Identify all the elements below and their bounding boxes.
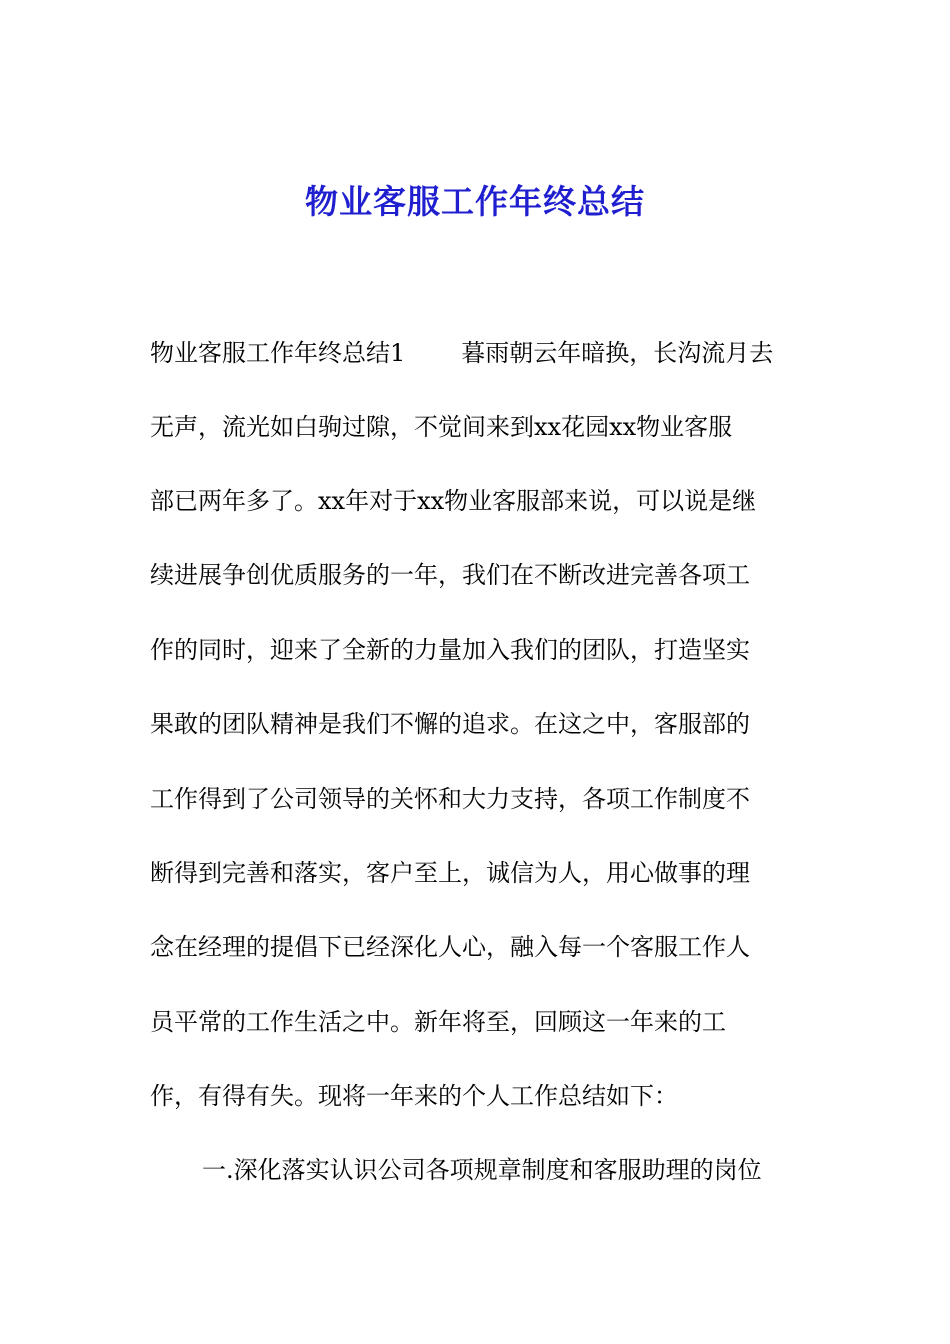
body-line-11: 作，有得有失。现将一年来的个人工作总结如下： [150,1082,678,1110]
body-line-3: 部已两年多了。xx年对于xx物业客服部来说，可以说是继 [150,487,757,515]
body-line-4: 续进展争创优质服务的一年，我们在不断改进完善各项工 [150,561,750,589]
body-line-6: 果敢的团队精神是我们不懈的追求。在这之中，客服部的 [150,710,750,738]
body-line-1 [150,335,773,371]
body-line-5: 作的同时，迎来了全新的力量加入我们的团队，打造坚实 [150,636,750,664]
body-line-9: 念在经理的提倡下已经深化人心，融入每一个客服工作人 [150,933,750,961]
body-line-8: 断得到完善和落实，客户至上，诚信为人，用心做事的理 [150,859,750,887]
paragraph-text: 暮雨朝云年暗换，长沟流月去 [461,339,774,367]
list-item-heading: 一.深化落实认识公司各项规章制度和客服助理的岗位 [202,1156,762,1184]
body-line-10: 员平常的工作生活之中。新年将至，回顾这一年来的工 [150,1008,726,1036]
document-title: 物业客服工作年终总结 [305,182,645,221]
body-line-7: 工作得到了公司领导的关怀和大力支持，各项工作制度不 [150,785,750,813]
section-heading: 物业客服工作年终总结1 [150,339,406,367]
body-line-2: 无声，流光如白驹过隙，不觉间来到xx花园xx物业客服 [150,413,733,441]
